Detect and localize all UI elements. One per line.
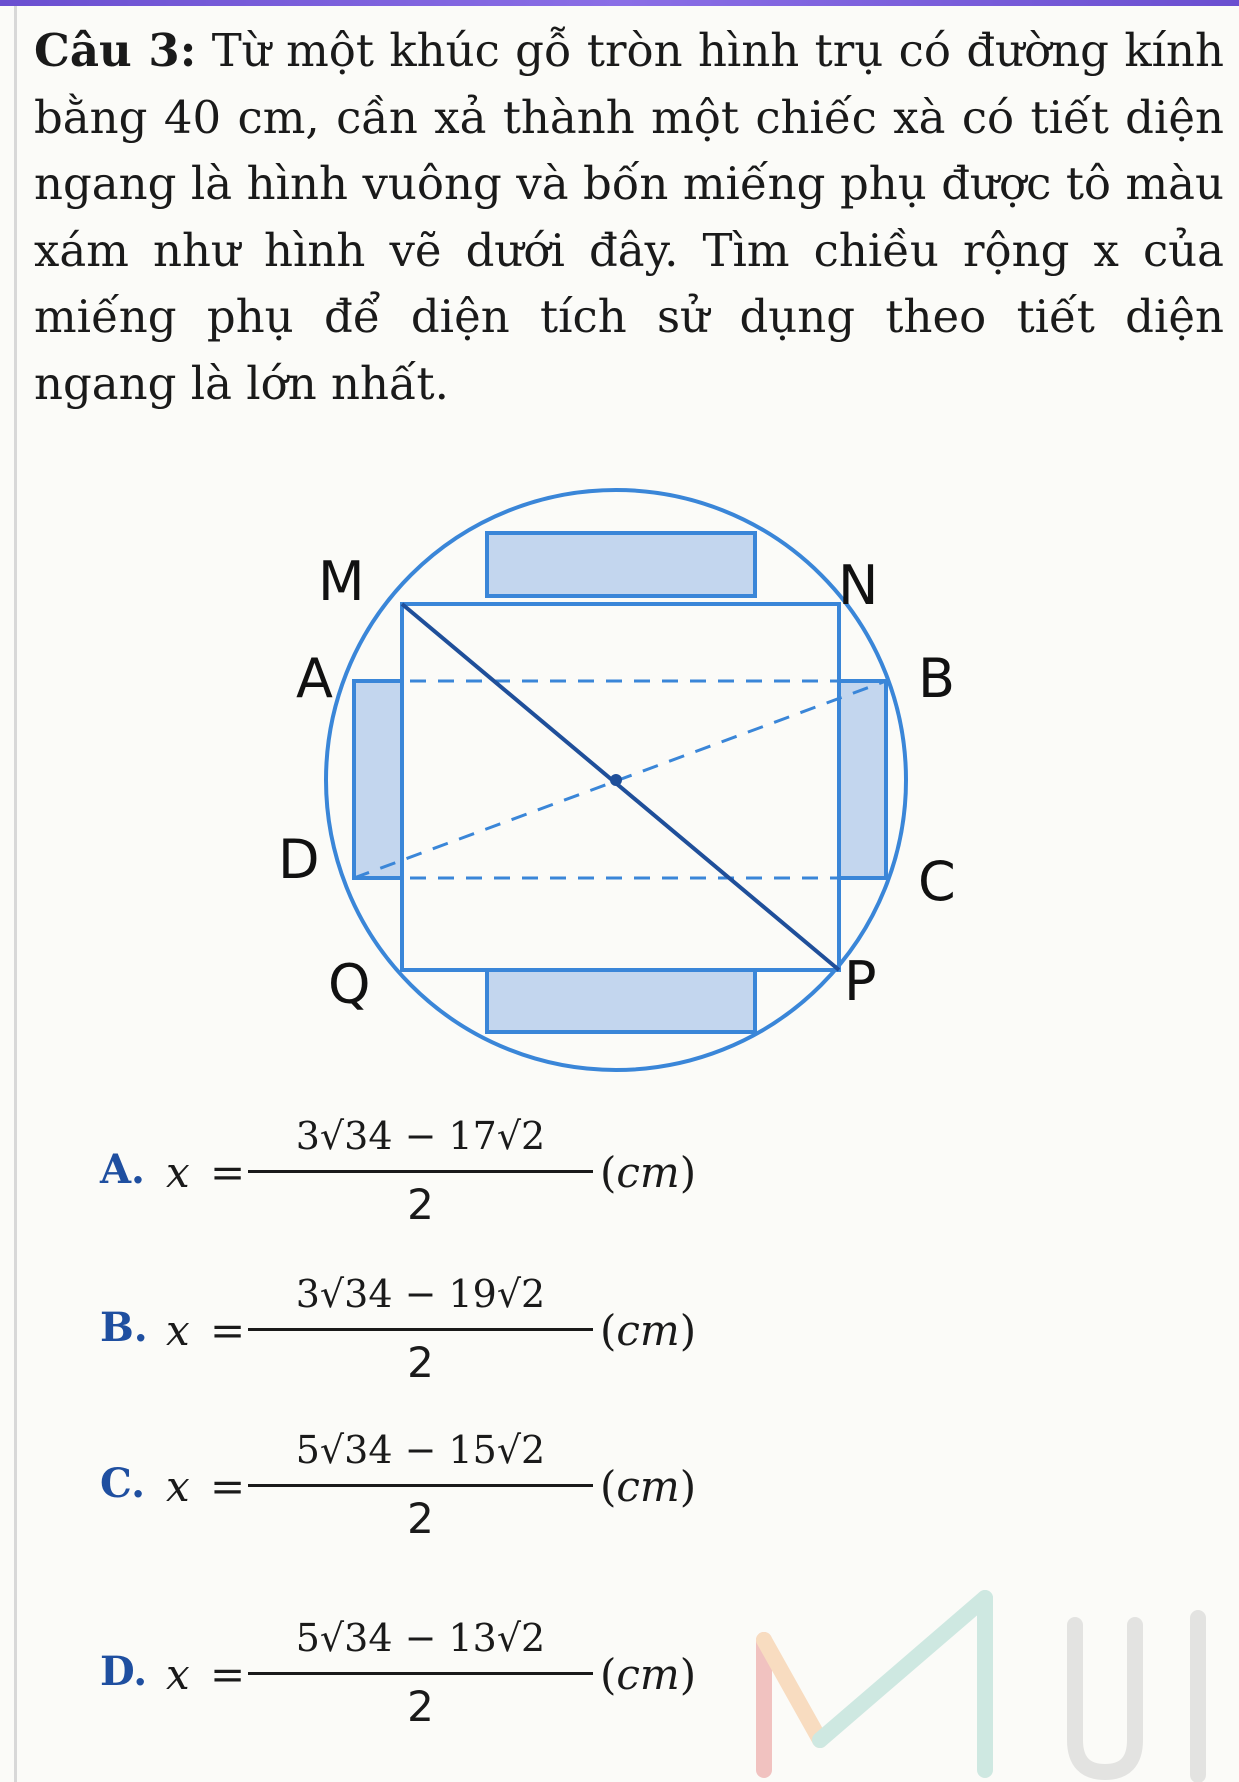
label-d: D xyxy=(278,828,320,891)
option-letter: D. xyxy=(100,1648,148,1695)
option-unit: (cm) xyxy=(600,1148,697,1197)
option-unit-text: cm xyxy=(616,1148,680,1197)
option-variable: x xyxy=(166,1462,190,1511)
option-equals: = xyxy=(210,1462,246,1511)
option-denominator: 2 xyxy=(407,1338,434,1387)
option-unit-text: cm xyxy=(616,1650,680,1699)
option-denominator: 2 xyxy=(407,1180,434,1229)
option-equals: = xyxy=(210,1306,246,1355)
option-equals: = xyxy=(210,1148,246,1197)
question-body: Từ một khúc gỗ tròn hình trụ có đường kính bằng 40 cm, cần xả thành một chiếc xà có tiết diện ngang là hình vuông và bốn miếng phụ được tô màu xám như hình vẽ dưới đây. Tìm chiều rộng x của miếng phụ để diện tích sử dụng theo tiết diện ngang là lớn nhất. xyxy=(34,24,1224,410)
option-numerator: 5√34 − 15√2 xyxy=(295,1428,546,1472)
option-unit: (cm) xyxy=(600,1306,697,1355)
option-letter: B. xyxy=(100,1304,148,1351)
option-letter: C. xyxy=(100,1460,146,1507)
option-equals: = xyxy=(210,1650,246,1699)
label-p: P xyxy=(844,950,877,1013)
label-m: M xyxy=(318,550,365,613)
label-c: C xyxy=(918,850,956,913)
option-denominator: 2 xyxy=(407,1682,434,1731)
option-denominator: 2 xyxy=(407,1494,434,1543)
option-unit-text: cm xyxy=(616,1462,680,1511)
question-number: Câu 3: xyxy=(34,24,197,77)
label-q: Q xyxy=(328,953,371,1016)
option-letter: A. xyxy=(100,1146,145,1193)
option-variable: x xyxy=(166,1148,190,1197)
option-variable: x xyxy=(166,1306,190,1355)
option-unit: (cm) xyxy=(600,1462,697,1511)
option-numerator: 3√34 − 17√2 xyxy=(295,1114,546,1158)
option-variable: x xyxy=(166,1650,190,1699)
label-b: B xyxy=(918,647,956,710)
option-numerator: 5√34 − 13√2 xyxy=(295,1616,546,1660)
label-a: A xyxy=(296,647,333,710)
option-numerator: 3√34 − 19√2 xyxy=(295,1272,546,1316)
option-unit-text: cm xyxy=(616,1306,680,1355)
label-n: N xyxy=(838,554,879,617)
option-unit: (cm) xyxy=(600,1650,697,1699)
